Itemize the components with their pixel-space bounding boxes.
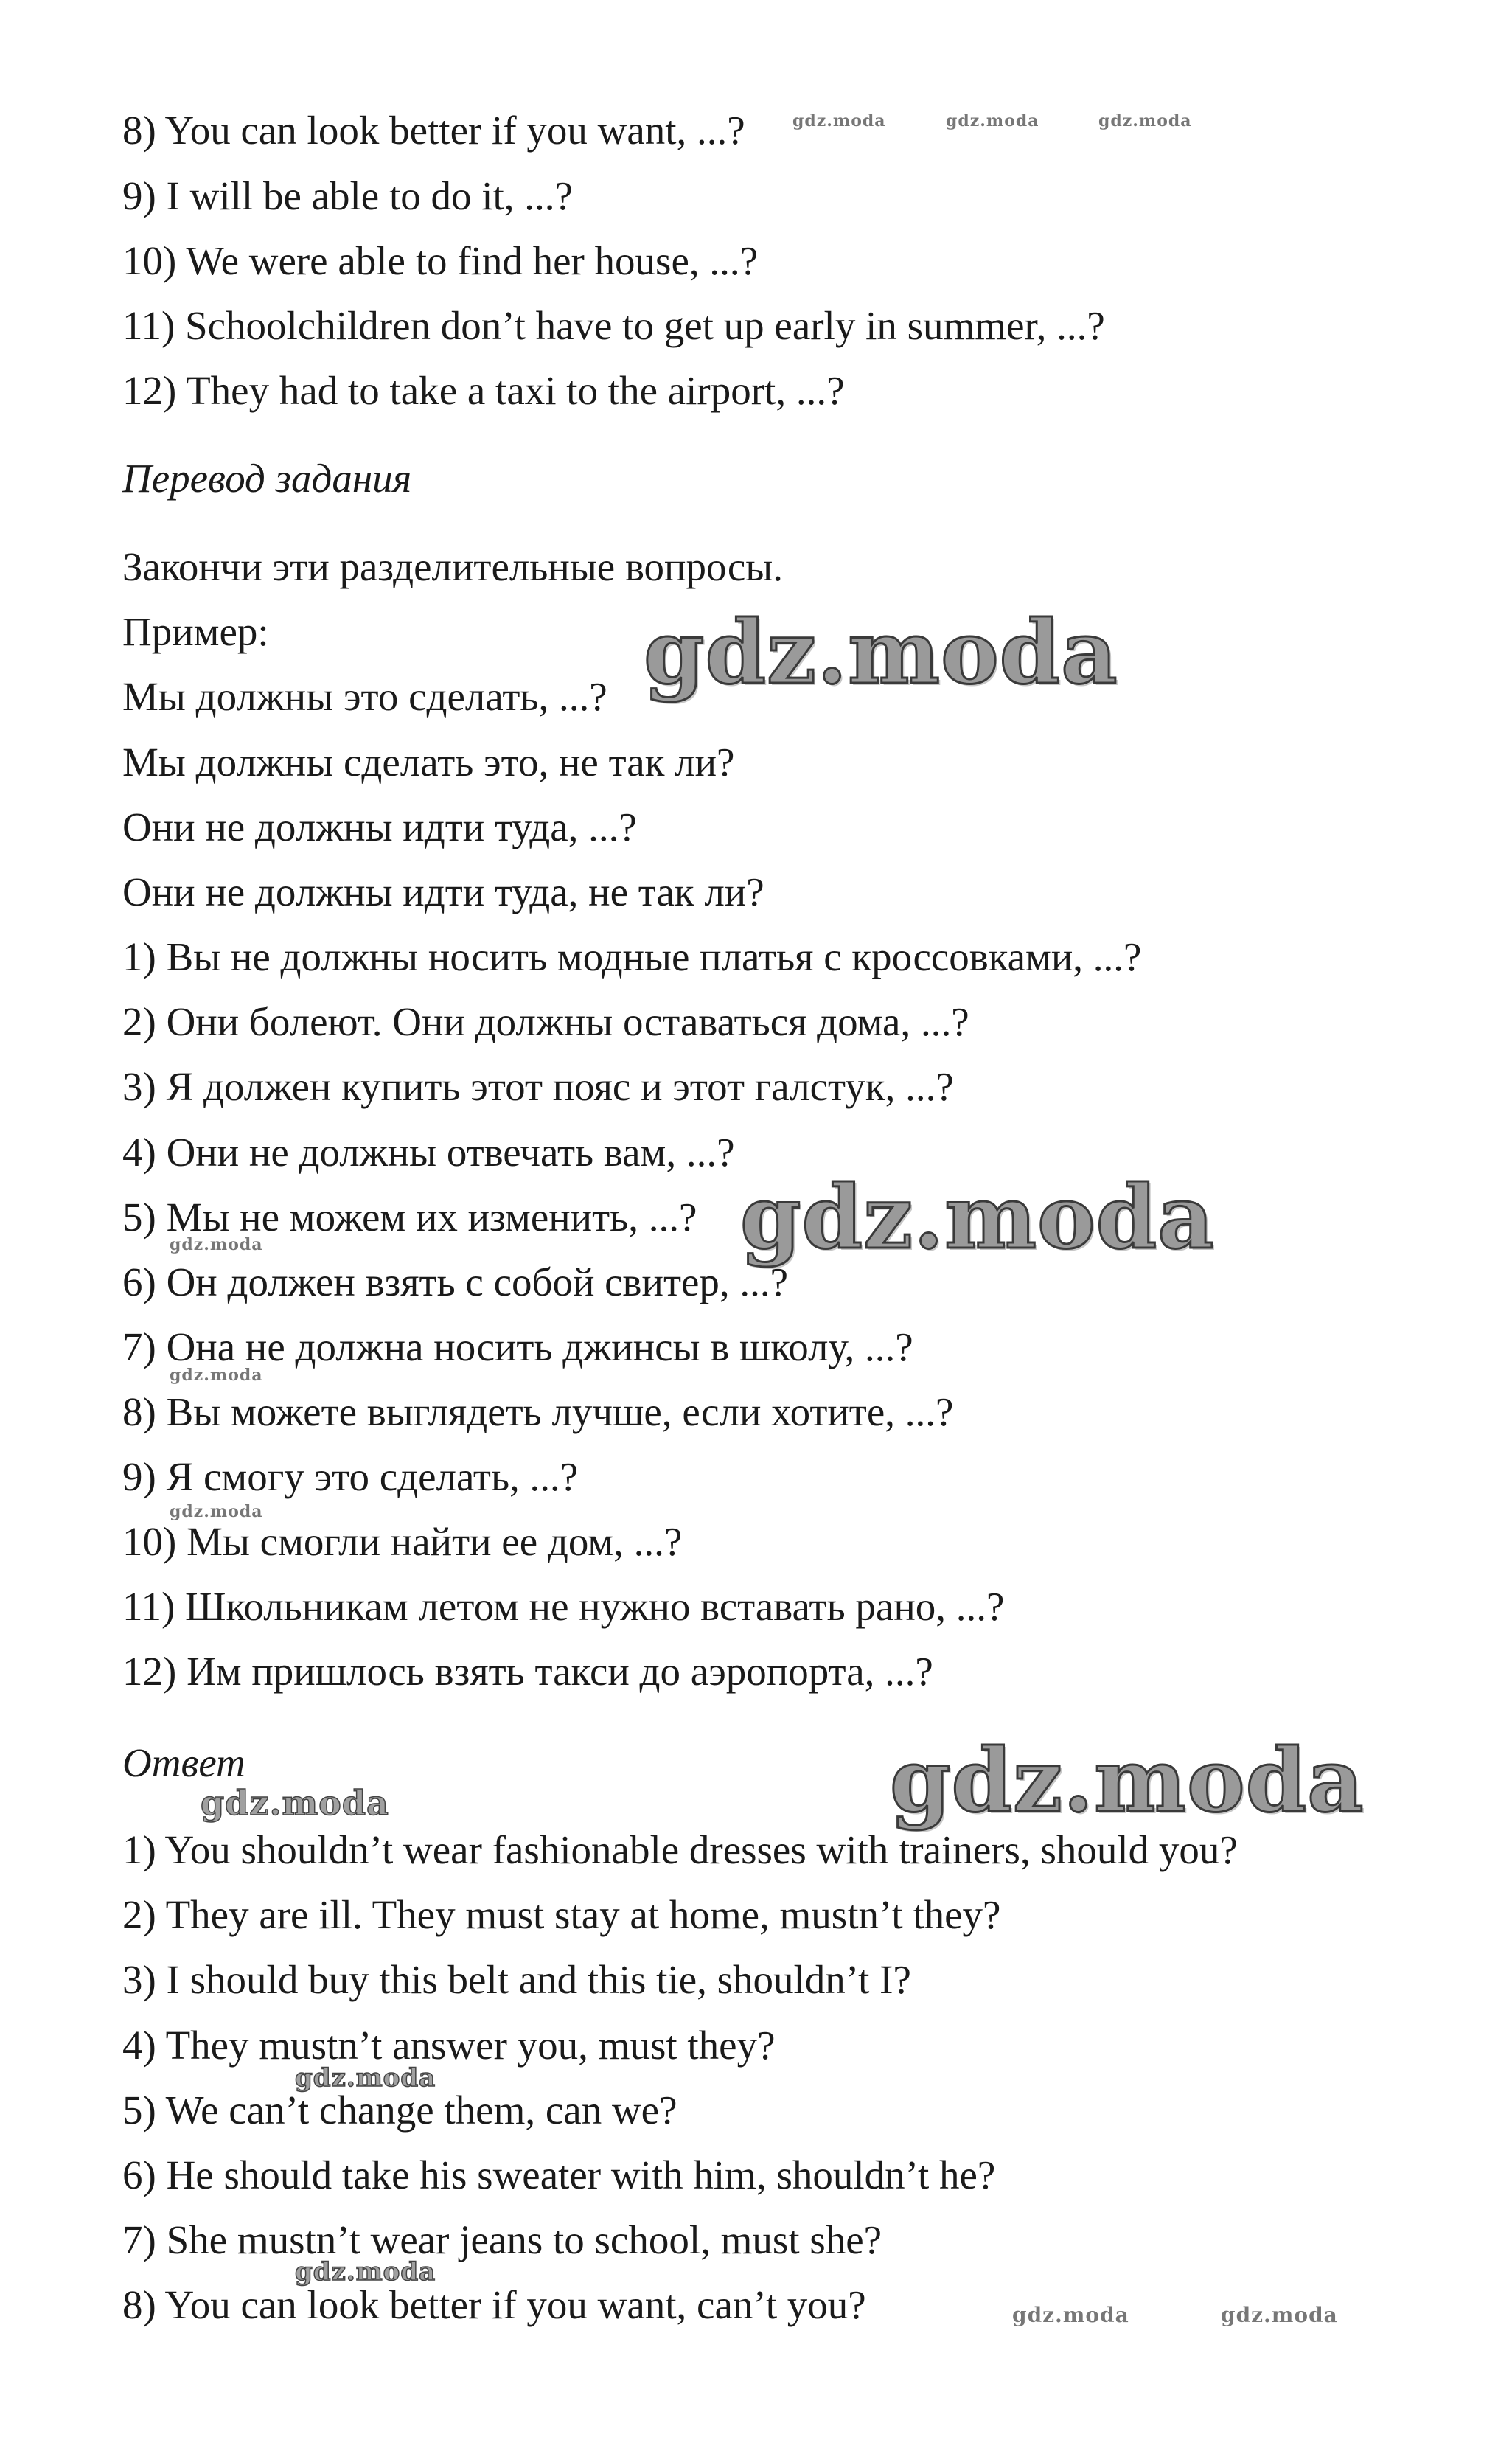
translation-item-3: 3) Я должен купить этот пояс и этот галстук, ...? [122,1064,954,1109]
example-line: Они не должны идти туда, ...? [122,804,637,849]
exercise-item-9: 9) I will be able to do it, ...? [122,173,573,218]
example-line: Мы должны сделать это, не так ли? [122,740,735,785]
watermark: gdz.moda [740,1166,1215,1268]
watermark: gdz.moda [295,2063,436,2093]
translation-item-12: 12) Им пришлось взять такси до аэропорта, ...? [122,1649,933,1694]
answer-item-7: 7) She mustn’t wear jeans to school, must she? [122,2217,882,2262]
example-line: Они не должны идти туда, не так ли? [122,869,764,914]
exercise-item-10: 10) We were able to find her house, ...? [122,238,759,283]
answer-item-1: 1) You shouldn’t wear fashionable dresses with trainers, should you? [122,1827,1238,1872]
watermark: gdz.moda [1098,111,1192,131]
answer-item-5: 5) We can’t change them, can we? [122,2088,677,2133]
watermark: gdz.moda [890,1729,1365,1832]
watermark: gdz.moda [946,111,1039,131]
example-label: Пример: [122,609,269,654]
translation-item-9: 9) Я смогу это сделать, ...? [122,1454,579,1499]
translation-item-5: 5) Мы не можем их изменить, ...? [122,1195,697,1240]
answer-heading: Ответ [122,1740,245,1785]
exercise-item-12: 12) They had to take a taxi to the airport, ...? [122,368,845,413]
answer-item-6: 6) He should take his sweater with him, shouldn’t he? [122,2152,996,2197]
watermark: gdz.moda [170,1502,263,1521]
example-line: Мы должны это сделать, ...? [122,674,607,719]
watermark: gdz.moda [170,1235,263,1254]
translation-item-7: 7) Она не должна носить джинсы в школу, ...? [122,1324,913,1369]
translation-item-1: 1) Вы не должны носить модные платья с кроссовками, ...? [122,934,1142,979]
translation-item-6: 6) Он должен взять с собой свитер, ...? [122,1259,789,1304]
watermark: gdz.moda [1012,2303,1129,2327]
watermark: gdz.moda [644,601,1118,703]
exercise-item-11: 11) Schoolchildren don’t have to get up early in summer, ...? [122,303,1105,348]
translation-instruction: Закончи эти разделительные вопросы. [122,544,783,589]
answer-item-3: 3) I should buy this belt and this tie, shouldn’t I? [122,1957,911,2002]
watermark: gdz.moda [792,111,886,131]
watermark: gdz.moda [1221,2303,1338,2327]
answer-item-8: 8) You can look better if you want, can’t you? [122,2282,866,2327]
translation-item-2: 2) Они болеют. Они должны оставаться дома, ...? [122,999,969,1044]
answer-item-4: 4) They mustn’t answer you, must they? [122,2023,776,2068]
translation-heading: Перевод задания [122,456,412,501]
watermark: gdz.moda [170,1366,263,1385]
translation-item-8: 8) Вы можете выглядеть лучше, если хотите, ...? [122,1389,954,1434]
watermark: gdz.moda [295,2257,436,2287]
watermark: gdz.moda [201,1783,389,1823]
translation-item-10: 10) Мы смогли найти ее дом, ...? [122,1519,683,1564]
translation-item-4: 4) Они не должны отвечать вам, ...? [122,1130,735,1175]
answer-item-2: 2) They are ill. They must stay at home, mustn’t they? [122,1892,1001,1937]
exercise-item-8: 8) You can look better if you want, ...? [122,108,745,153]
translation-item-11: 11) Школьникам летом не нужно вставать рано, ...? [122,1584,1005,1629]
